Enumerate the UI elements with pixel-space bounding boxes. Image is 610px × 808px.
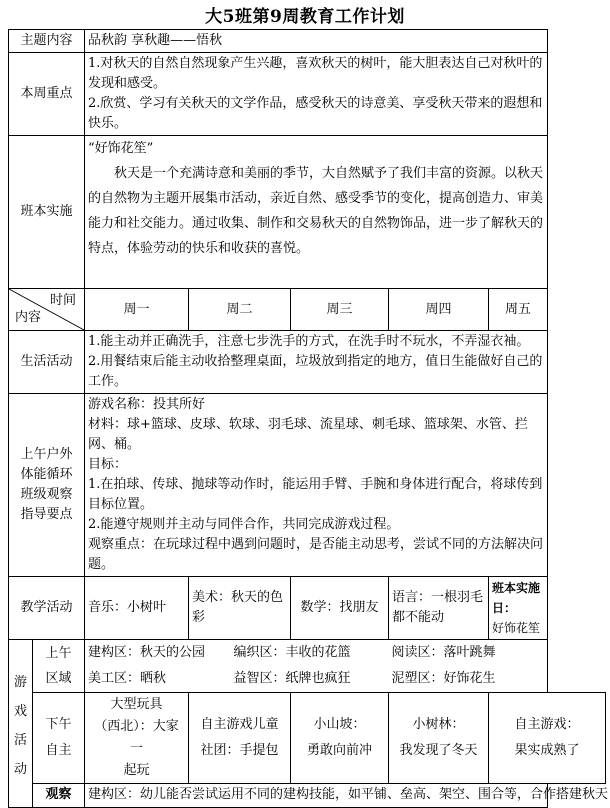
morning-area: 泥塑区：好饰花生	[389, 666, 548, 693]
day-header: 周五	[489, 289, 548, 331]
day-header: 周一	[85, 289, 189, 331]
morning-label: 上午 区域	[33, 640, 85, 693]
teaching-art: 美术：秋天的色彩	[189, 577, 291, 640]
focus-item: 2.欣赏、学习有关秋天的文学作品，感受秋天的诗意美、享受秋天带来的遐想和快乐。	[88, 96, 543, 131]
morning-area: 益智区：纸牌也疯狂	[231, 666, 389, 693]
teaching-music: 音乐：小树叶	[85, 577, 189, 640]
afternoon-cell: 小山坡： 勇敢向前冲	[291, 693, 389, 784]
outdoor-goal: 1.在拍球、传球、抛球等动作时，能运用手臂、手腕和身体进行配合，将球传到目标位置。	[88, 477, 543, 512]
class-impl-subtitle: “好饰花笙”	[88, 141, 154, 156]
observe-text: 建构区：幼儿能否尝试运用不同的建构技能，如平铺、垒高、架空、围合等，合作搭建秋天	[85, 784, 548, 808]
life-item: 1.能主动并正确洗手，注意七步洗手的方式，在洗手时不玩水，不弄湿衣袖。	[88, 334, 530, 349]
outdoor-goal: 2.能遵守规则并主动与同伴合作，共同完成游戏过程。	[88, 517, 400, 532]
morning-area: 编织区：丰收的花篮	[231, 640, 389, 667]
morning-area: 建构区：秋天的公园	[85, 640, 231, 667]
focus-item: 1.对秋天的自然自然现象产生兴趣，喜欢秋天的树叶，能大胆表达自己对秋叶的发现和感受。	[88, 56, 543, 91]
life-item: 2.用餐结束后能主动收拾整理桌面，垃圾放到指定的地方，值日生能做好自己的工作。	[88, 354, 543, 389]
class-impl-paragraph: 秋天是一个充满诗意和美丽的季节，大自然赋予了我们丰富的资源。以秋天的自然物为主题开展集市活动，亲近自然、感受季节的变化，提高创造力、审美能力和社交能力。通过收集、制作和交易秋天的自然物饰品，进一步了解秋天的特点，体验劳动的快乐和收获的喜悦。	[88, 166, 544, 256]
header-content: 内容	[15, 310, 42, 325]
class-impl-label: 班本实施	[9, 136, 85, 289]
teaching-class-impl: 班本实施日： 好饰花笙	[489, 577, 548, 640]
outdoor-goal-label: 目标：	[88, 457, 128, 472]
morning-area: 阅读区：落叶跳舞	[389, 640, 548, 667]
outdoor-label: 上午户外 体能循环 班级观察 指导要点	[9, 394, 85, 577]
teaching-language: 语言：一根羽毛都不能动	[389, 577, 489, 640]
day-header: 周三	[291, 289, 389, 331]
game-label: 游 戏 活 动	[9, 640, 33, 808]
header-diagonal-cell	[9, 289, 85, 331]
afternoon-cell: 大型玩具 （西北）：大家一 起玩	[85, 693, 189, 784]
plan-table	[8, 29, 609, 808]
theme-value: 品秋韵 享秋趣——悟秋	[85, 30, 548, 53]
afternoon-cell: 自主游戏儿童 社团：手提包	[189, 693, 291, 784]
theme-label: 主题内容	[9, 30, 85, 53]
outdoor-observe: 观察重点：在玩球过程中遇到问题时，是否能主动思考，尝试不同的方法解决问题。	[88, 537, 544, 572]
day-header: 周四	[389, 289, 489, 331]
observe-label: 观察	[33, 784, 85, 808]
outdoor-game-name: 游戏名称：投其所好	[88, 397, 206, 412]
page-title: 大5班第9周教育工作计划	[205, 7, 405, 27]
afternoon-label: 下午 自主	[33, 693, 85, 784]
focus-label: 本周重点	[9, 53, 85, 136]
afternoon-cell: 小树林： 我发现了冬天	[389, 693, 489, 784]
header-time: 时间	[50, 293, 77, 308]
life-label: 生活活动	[9, 331, 85, 394]
morning-area: 美工区：晒秋	[85, 666, 231, 693]
day-header: 周二	[189, 289, 291, 331]
afternoon-cell: 自主游戏： 果实成熟了	[489, 693, 606, 784]
outdoor-materials: 材料：球+篮球、皮球、软球、羽毛球、流星球、刺毛球、篮球架、水管、拦网、桶。	[88, 417, 528, 452]
teaching-math: 数学：找朋友	[291, 577, 389, 640]
teaching-label: 教学活动	[9, 577, 85, 640]
